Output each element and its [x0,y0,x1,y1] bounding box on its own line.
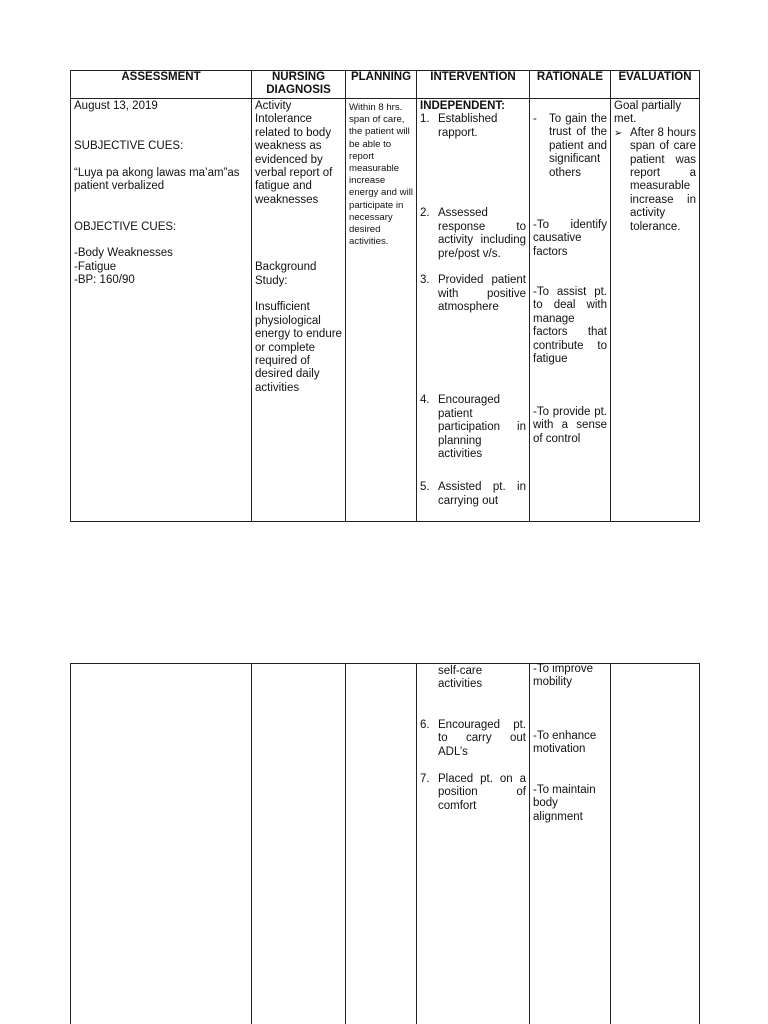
objective-cue-item: -Body Weaknesses [74,247,173,260]
rationale-item: -To maintain body alignment [533,784,596,823]
planning-text: Within 8 hrs. span of care, the patient will be able to report measurable increase energy and will participate in necessary desired activities. [349,102,413,248]
intervention-list-cont [420,719,526,813]
intervention-item: 4. Encouraged patient participation in planning activities [420,394,526,461]
header-assessment: ASSESSMENT [71,71,252,99]
evaluation-cell-cont [611,664,700,1024]
rationale-item: - To gain the trust of the patient and significant others [533,113,607,179]
evaluation-item: ➢ After 8 hours span of care patient was report a measurable increase in activity tolerance. [614,126,696,233]
evaluation-cell [611,99,700,522]
intervention-item: 2. Assessed response to activity including pre/post v/s. [420,207,526,260]
planning-cell [346,99,417,522]
rationale-cell [530,99,611,522]
rationale-cell-cont [530,664,611,1024]
continuation-row [71,664,700,1024]
objective-cue-item: -BP: 160/90 [74,274,135,287]
header-row [71,71,700,99]
rationale-item: -To assist pt. to deal with manage factors that contribute to fatigue [533,286,607,366]
care-plan-table-page-1 [70,70,700,522]
rationale-item: -To provide pt. with a sense of control [533,406,607,445]
arrow-bullet-icon: ➢ [614,127,623,139]
objective-cues-label: OBJECTIVE CUES: [74,220,177,233]
background-study-text: Insufficient physiological energy to endure or complete required of desired daily activities [255,301,342,394]
evaluation-status: Goal partially met. [614,100,682,126]
background-study-label: Background Study: [255,261,317,287]
rationale-item: -To identify causative factors [533,219,607,258]
subjective-cues-quote: “Luya pa akong lawas ma’am”as patient verbalized [74,166,240,193]
header-intervention: INTERVENTION [417,71,530,99]
diagnosis-text: Activity Intolerance related to body weakness as evidenced by verbal report of fatigue and weaknesses [255,100,333,206]
header-planning: PLANNING [346,71,417,99]
planning-cell-cont [346,664,417,1024]
intervention-cell [417,99,530,522]
header-nursing-diagnosis: NURSING DIAGNOSIS [252,71,346,99]
independent-heading: INDEPENDENT: [420,100,505,112]
header-evaluation: EVALUATION [611,71,700,99]
rationale-item: -To improve mobility [533,663,594,689]
assessment-date: August 13, 2019 [74,100,158,112]
intervention-item: 7. Placed pt. on a position of comfort [420,773,526,812]
intervention-cell-cont [417,664,530,1024]
intervention-item: 6. Encouraged pt. to carry out ADL’s [420,719,526,758]
intervention-item: 3. Provided patient with positive atmosphere [420,274,526,314]
intervention-list [420,113,526,508]
care-plan-table-page-2 [70,663,700,1024]
intervention-continuation: self-care activities [438,665,483,691]
header-rationale: RATIONALE [530,71,611,99]
subjective-cues-label: SUBJECTIVE CUES: [74,140,184,153]
objective-cue-item: -Fatigue [74,260,117,273]
rationale-item: -To enhance motivation [533,730,597,756]
diagnosis-cell [252,99,346,522]
intervention-item: 1. Established rapport. [420,113,498,139]
diagnosis-cell-cont [252,664,346,1024]
intervention-item: 5. Assisted pt. in carrying out [420,481,526,507]
assessment-cell-cont [71,664,252,1024]
content-row [71,99,700,522]
assessment-cell [71,99,252,522]
